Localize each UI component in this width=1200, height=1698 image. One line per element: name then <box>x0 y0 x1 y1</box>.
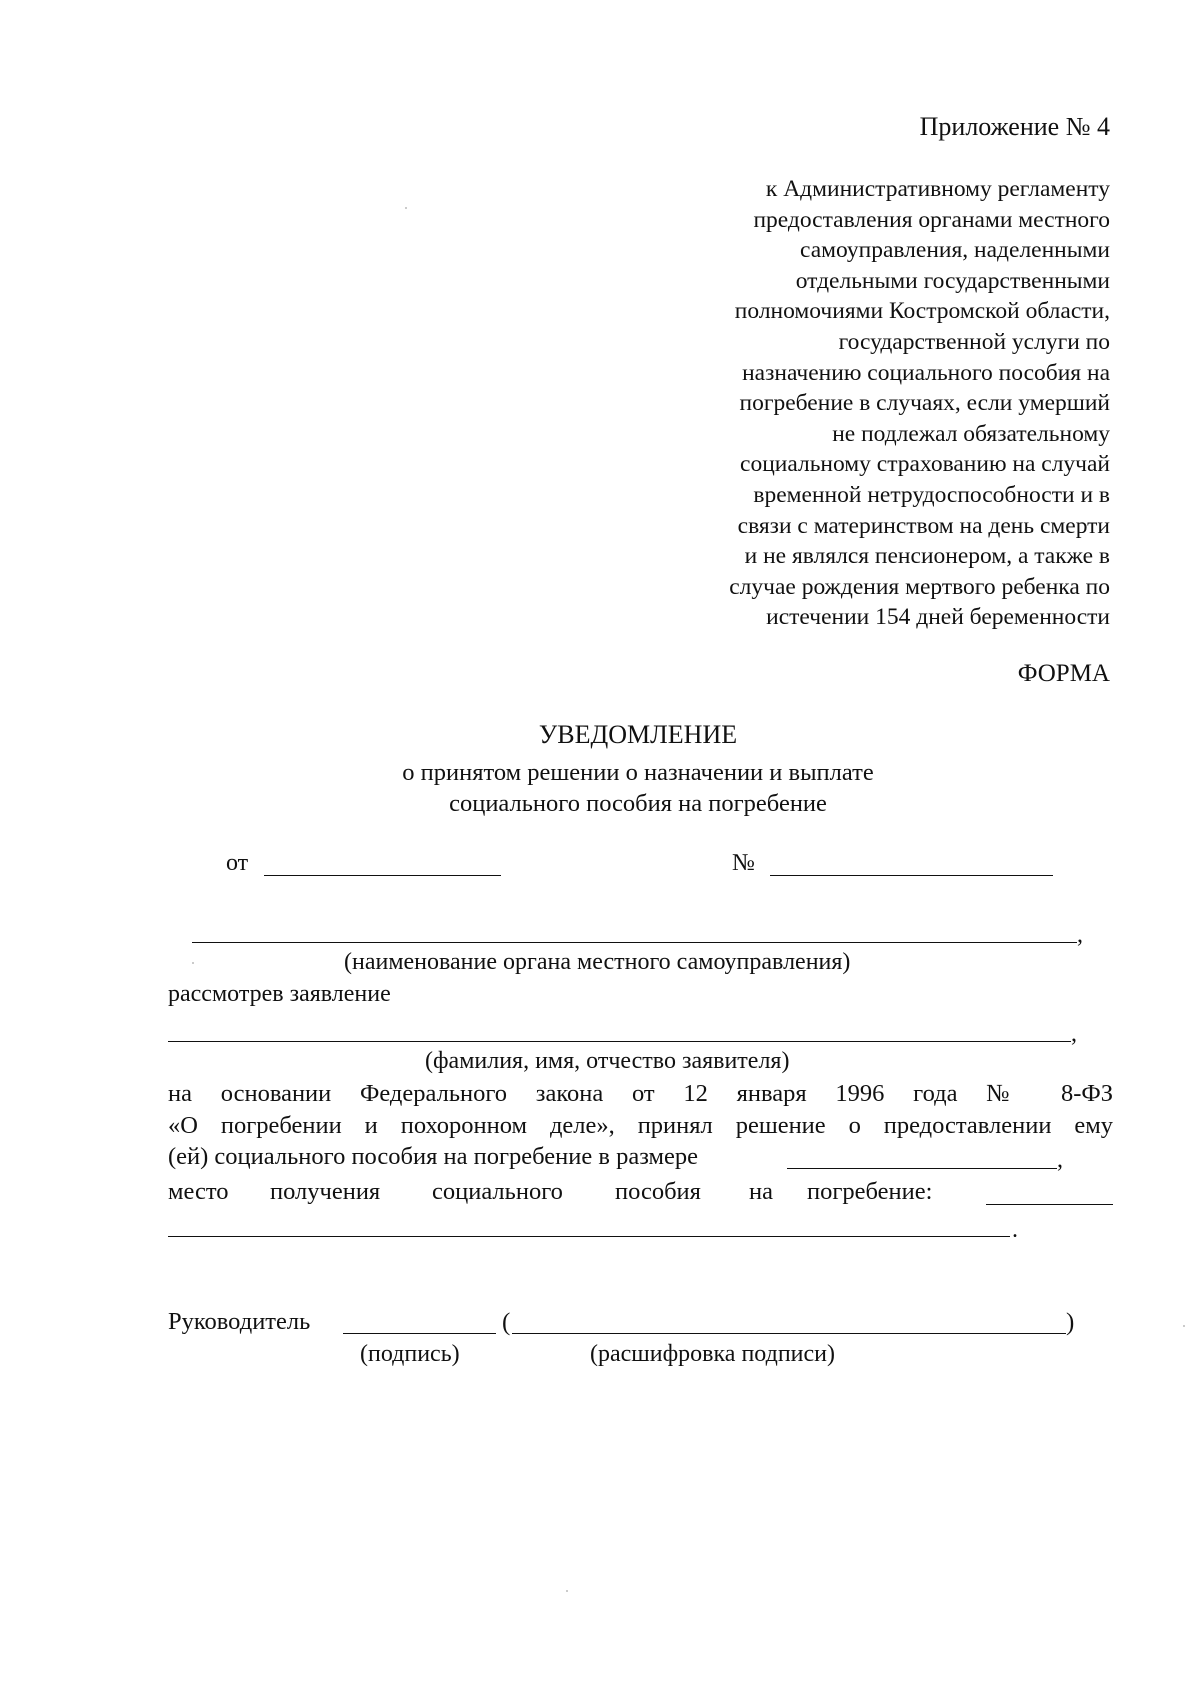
form-label: ФОРМА <box>1017 660 1110 687</box>
close-paren: ) <box>1066 1309 1075 1336</box>
open-paren: ( <box>502 1309 511 1336</box>
scan-speck <box>192 962 194 964</box>
date-prefix: от <box>226 850 249 876</box>
body-word: на <box>749 1178 773 1205</box>
appendix-line: и не являлся пенсионером, а также в <box>744 543 1110 570</box>
applicant-name-caption: (фамилия, имя, отчество заявителя) <box>425 1048 790 1074</box>
org-name-field[interactable] <box>192 942 1077 943</box>
body-line-1: на основании Федерального закона от 12 января 1996 года № 8-ФЗ <box>168 1080 1113 1107</box>
decoding-caption: (расшифровка подписи) <box>590 1341 835 1367</box>
head-label: Руководитель <box>168 1308 311 1335</box>
body-word: социального <box>432 1178 563 1205</box>
appendix-line: погребение в случаях, если умерший <box>739 390 1110 417</box>
body-word: пособия <box>615 1178 701 1205</box>
notice-subtitle-line: о принятом решении о назначении и выплате <box>402 759 874 786</box>
appendix-line: к Административному регламенту <box>765 176 1110 202</box>
appendix-line: самоуправления, наделенными <box>800 237 1110 264</box>
appendix-line: истечении 154 дней беременности <box>766 604 1110 631</box>
body-word: получения <box>270 1178 381 1205</box>
body-word: погребение: <box>807 1178 933 1205</box>
appendix-line: связи с материнством на день смерти <box>737 512 1110 539</box>
number-prefix: № <box>732 850 755 876</box>
applicant-name-field[interactable] <box>168 1041 1071 1042</box>
receipt-period: . <box>1012 1217 1018 1243</box>
body-line-2: «О погребении и похоронном деле», принял решение о предоставлении ему <box>168 1112 1113 1139</box>
considered-text: рассмотрев заявление <box>168 981 391 1007</box>
appendix-line: полномочиями Костромской области, <box>734 298 1110 325</box>
appendix-line: предоставления органами местного <box>753 206 1110 233</box>
number-field[interactable] <box>770 875 1053 876</box>
receipt-place-field-start[interactable] <box>986 1204 1113 1205</box>
appendix-reference-block <box>729 174 1110 633</box>
appendix-line: социальному страхованию на случай <box>740 451 1110 478</box>
body-word: место <box>168 1178 229 1205</box>
signature-decoding-field[interactable] <box>512 1333 1066 1334</box>
applicant-comma: , <box>1071 1021 1077 1047</box>
appendix-line: не подлежал обязательному <box>832 420 1110 447</box>
appendix-line: временной нетрудоспособности и в <box>753 481 1110 508</box>
body-line-3: (ей) социального пособия на погребение в размере <box>168 1143 699 1170</box>
signature-field[interactable] <box>343 1333 496 1334</box>
date-field[interactable] <box>264 875 501 876</box>
appendix-line: случае рождения мертвого ребенка по <box>729 573 1110 600</box>
notice-title: УВЕДОМЛЕНИЕ <box>538 720 738 749</box>
notice-subtitle <box>0 757 1200 819</box>
receipt-place-field[interactable] <box>168 1236 1010 1237</box>
org-name-caption: (наименование органа местного самоуправления) <box>344 949 851 975</box>
appendix-line: отдельными государственными <box>795 267 1110 294</box>
appendix-line: назначению социального пособия на <box>742 359 1110 386</box>
appendix-line: государственной услуги по <box>838 328 1110 355</box>
amount-field[interactable] <box>787 1168 1057 1169</box>
org-comma: , <box>1077 922 1083 948</box>
scan-speck <box>566 1590 568 1592</box>
notice-subtitle-line: социального пособия на погребение <box>449 790 827 817</box>
signature-caption: (подпись) <box>360 1341 460 1367</box>
appendix-title: Приложение № 4 <box>919 112 1110 141</box>
scan-speck <box>1183 1325 1185 1327</box>
amount-comma: , <box>1057 1147 1063 1173</box>
scan-speck <box>405 207 407 209</box>
